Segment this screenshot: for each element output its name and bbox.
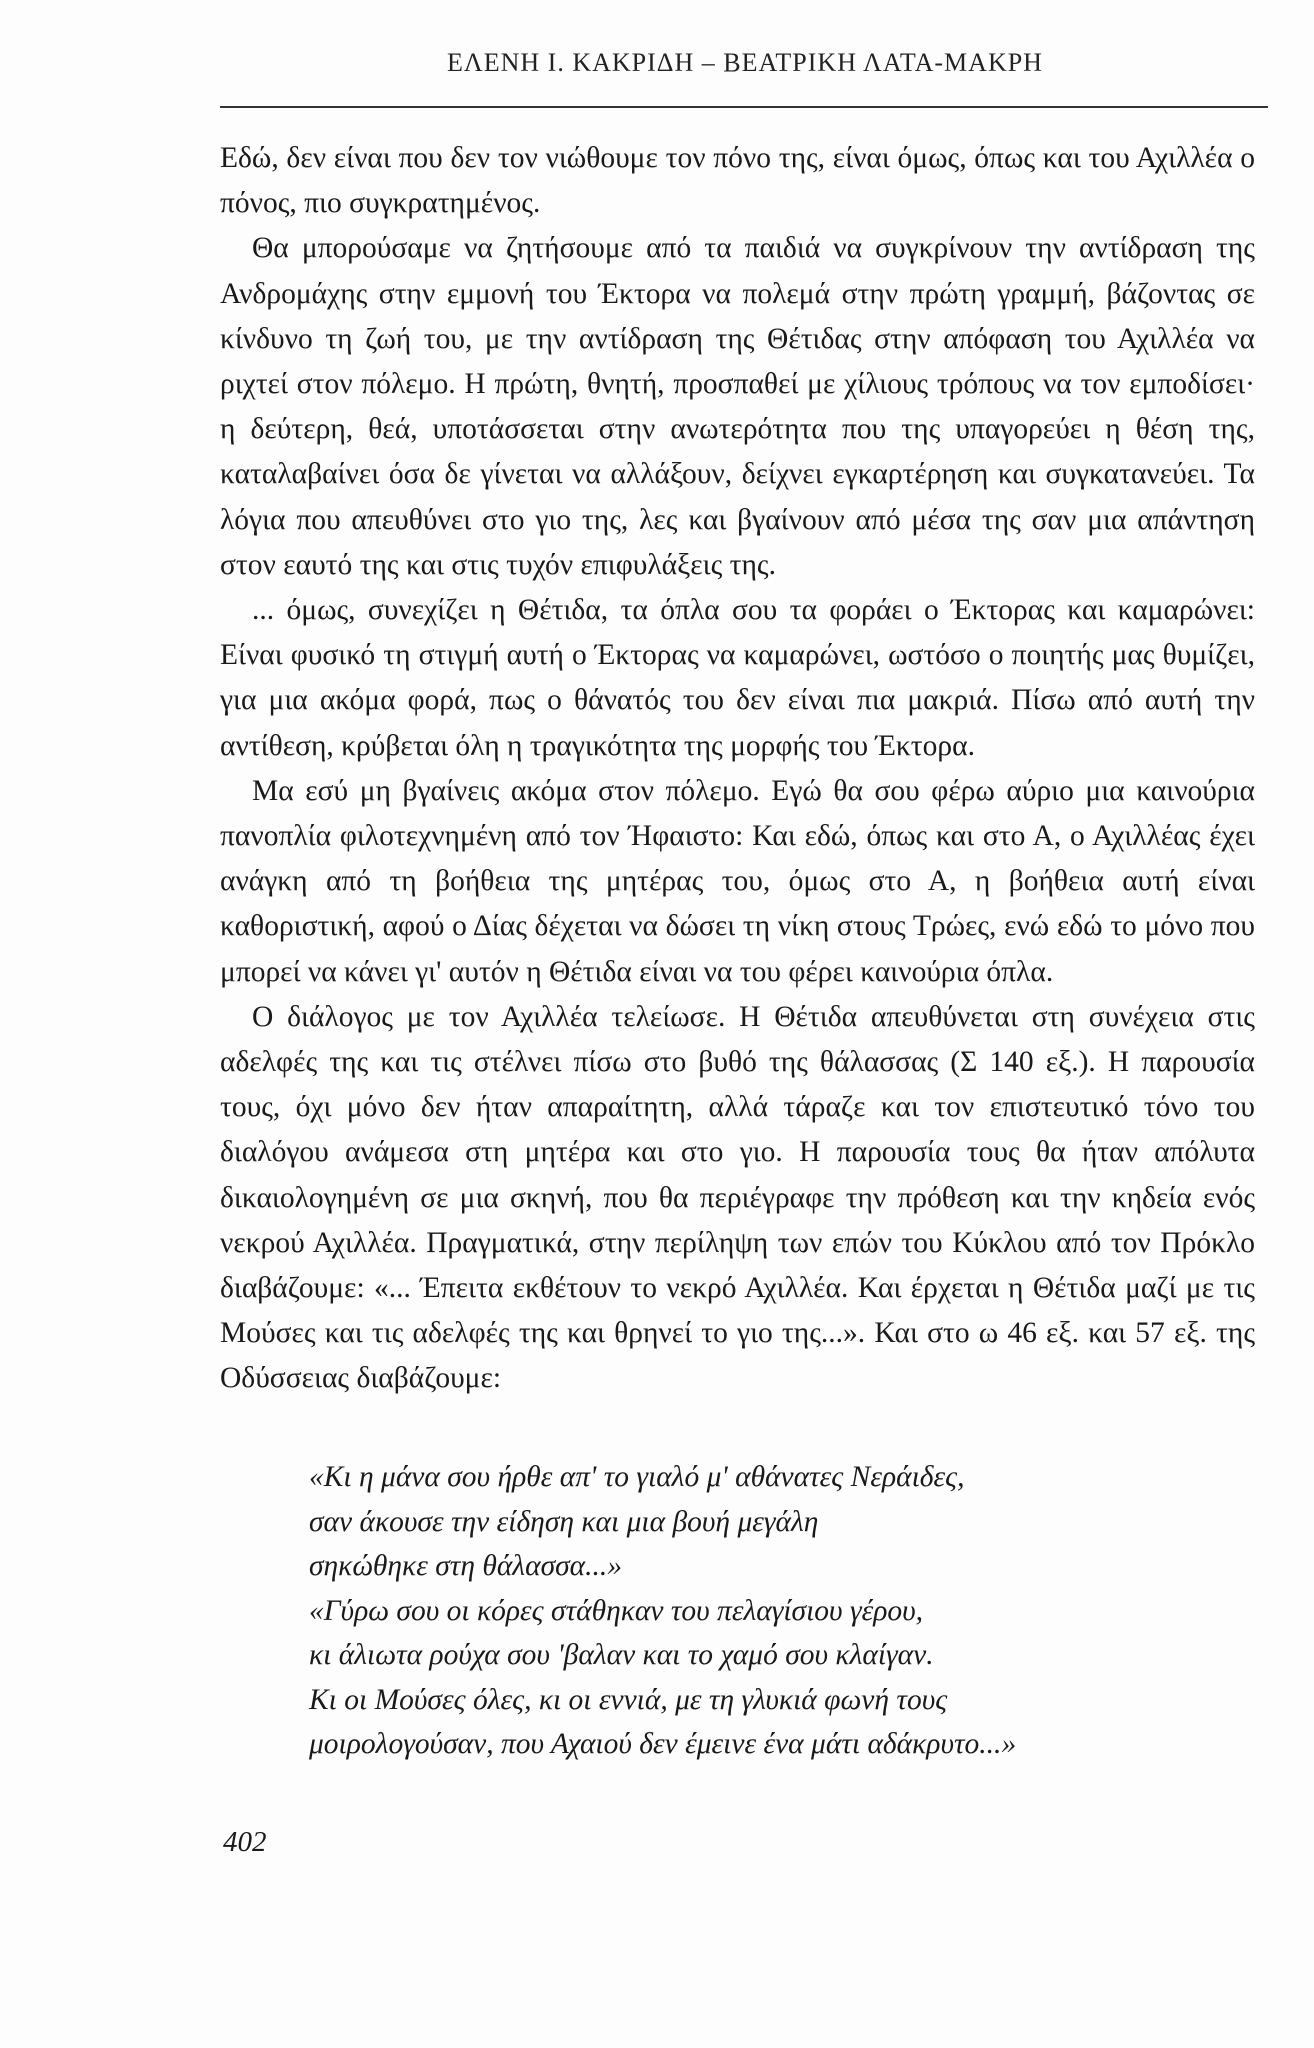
paragraph-hector-armor: ... όμως, συνεχίζει η Θέτιδα, τα όπλα σου τα φοράει ο Έκτορας και καμαρώνει: Είναι φυσικό τη στιγμή αυτή ο Έκτορας να καμαρώνει, ωστόσο ο ποιητής μας θυμίζει, για μια ακόμα φορά, πως ο θάνατός του δεν είναι πια μακριά. Πίσω από αυτή την αντίθεση, κρύβεται όλη η τραγικότητα της μορφής του Έκτορα. bbox=[220, 594, 1255, 762]
poem-line: κι άλιωτα ρούχα σου 'βαλαν και το χαμό σου κλαίγαν. bbox=[309, 1639, 934, 1671]
paragraph-continuation: Εδώ, δεν είναι που δεν τον νιώθουμε τον πόνο της, είναι όμως, όπως και του Αχιλλέα ο πόνος, πιο συγκρατημένος. bbox=[220, 142, 1255, 220]
poem-line: Κι οι Μούσες όλες, κι οι εννιά, με τη γλυκιά φωνή τους bbox=[309, 1683, 948, 1716]
running-header: ΕΛΕΝΗ Ι. ΚΑΚΡΙΔΗ – ΒΕΑΤΡΙΚΗ ΛΑΤΑ-ΜΑΚΡΗ bbox=[447, 48, 1043, 77]
poem-line: μοιρολογούσαν, που Αχαιού δεν έμεινε ένα μάτι αδάκρυτο...» bbox=[309, 1728, 1017, 1760]
poem-line: «Γύρω σου οι κόρες στάθηκαν του πελαγίσιου γέρου, bbox=[309, 1594, 924, 1627]
paragraph-dialogue-end: Ο διάλογος με τον Αχιλλέα τελείωσε. Η Θέτιδα απευθύνεται στη συνέχεια στις αδελφές της και τις στέλνει πίσω στο βυθό της θάλασσας (Σ 140 εξ.). Η παρουσία τους, όχι μόνο δεν ήταν απαραίτητη, αλλά τάραζε και τον επιστευτικό τόνο του διαλόγου ανάμεσα στη μητέρα και στο γιο. Η παρουσία τους θα ήταν απόλυτα δικαιολογημένη σε μια σκηνή, που θα περιέγραφε την πρόθεση και την κηδεία ενός νεκρού Αχιλλέα. Πραγματικά, στην περίληψη των επών του Κύκλου από τον Πρόκλο διαβάζουμε: «... Έπειτα εκθέτουν το νεκρό Αχιλλέα. Και έρχεται η Θέτιδα μαζί με τις Μούσες και τις αδελφές της και θρηνεί το γιο της...». Και στο ω 46 εξ. και 57 εξ. της Οδύσσειας διαβάζουμε: bbox=[220, 1000, 1255, 1395]
poem-line: σηκώθηκε στη θάλασσα...» bbox=[309, 1550, 623, 1582]
poem-quotation bbox=[309, 1455, 1249, 1767]
page-number: 402 bbox=[223, 1826, 267, 1858]
header-rule bbox=[220, 106, 1268, 108]
body-text bbox=[220, 136, 1255, 1402]
poem-line: σαν άκουσε την είδηση και μια βουή μεγάλη bbox=[309, 1505, 819, 1538]
paragraph-new-armor: Μα εσύ μη βγαίνεις ακόμα στον πόλεμο. Εγώ θα σου φέρω αύριο μια καινούρια πανοπλία φιλοτεχνημένη από τον Ήφαιστο: Και εδώ, όπως και στο Α, ο Αχιλλέας έχει ανάγκη από τη βοήθεια της μητέρας του, όμως στο Α, η βοήθεια αυτή είναι καθοριστική, αφού ο Δίας δέχεται να δώσει τη νίκη στους Τρώες, ενώ εδώ το μόνο που μπορεί να κάνει γι' αυτόν η Θέτιδα είναι να του φέρει καινούρια όπλα. bbox=[220, 774, 1255, 988]
paragraph-comparison: Θα μπορούσαμε να ζητήσουμε από τα παιδιά να συγκρίνουν την αντίδραση της Ανδρομάχης στην εμμονή του Έκτορα να πολεμά στην πρώτη γραμμή, βάζοντας σε κίνδυνο τη ζωή του, με την αντίδραση της Θέτιδας στην απόφαση του Αχιλλέα να ριχτεί στον πόλεμο. Η πρώτη, θνητή, προσπαθεί με χίλιους τρόπους να τον εμποδίσει· η δεύτερη, θεά, υποτάσσεται στην ανωτερότητα που της υπαγορεύει η θέση της, καταλαβαίνει όσα δε γίνεται να αλλάξουν, δείχνει εγκαρτέρηση και συγκατανεύει. Τα λόγια που απευθύνει στο γιο της, λες και βγαίνουν από μέσα της σαν μια απάντηση στον εαυτό της και στις τυχόν επιφυλάξεις της. bbox=[220, 232, 1255, 581]
poem-line: «Κι η μάνα σου ήρθε απ' το γιαλό μ' αθάνατες Νεράιδες, bbox=[309, 1461, 965, 1493]
